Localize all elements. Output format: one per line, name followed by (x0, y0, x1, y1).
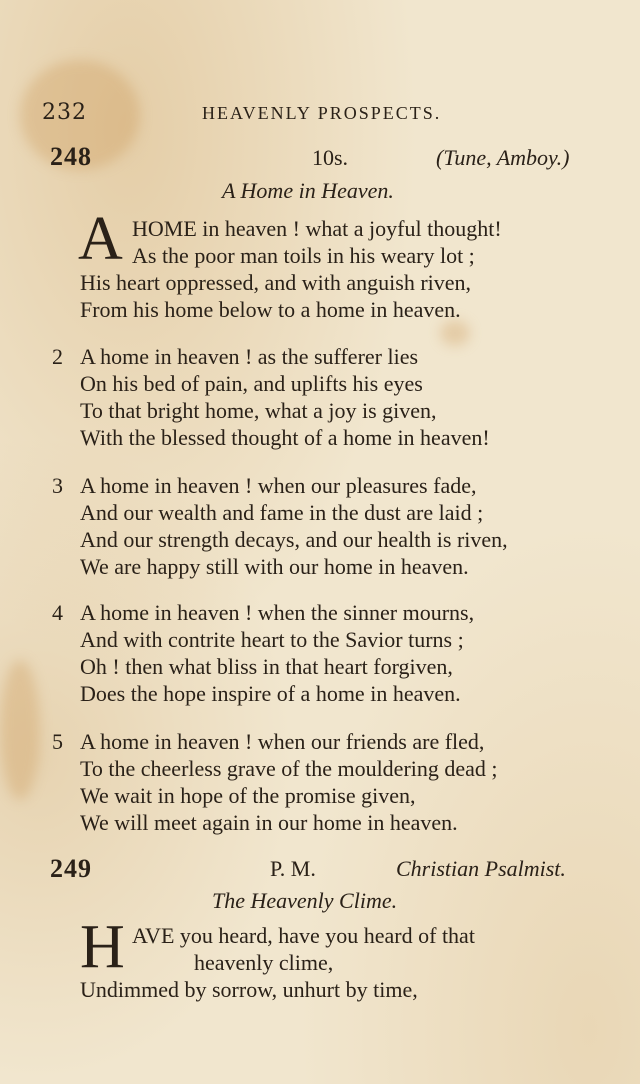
verse-line: With the blessed thought of a home in heaven! (80, 425, 490, 450)
page-header (42, 100, 492, 130)
hymn-number: 248 (50, 142, 92, 171)
verse-line: To that bright home, what a joy is given, (80, 398, 437, 423)
stanza-number: 5 (52, 729, 63, 754)
hymn-tune: (Tune, Amboy.) (436, 145, 570, 170)
verse-line: From his home below to a home in heaven. (80, 297, 461, 322)
verse-line: As the poor man toils in his weary lot ; (132, 243, 475, 268)
drop-cap: H (80, 913, 125, 981)
verse-line: Does the hope inspire of a home in heaven. (80, 681, 461, 706)
running-title: HEAVENLY PROSPECTS. (202, 103, 442, 123)
stanza-number: 4 (52, 600, 63, 625)
verse-line: And with contrite heart to the Savior turns ; (80, 627, 464, 652)
stanza-number: 2 (52, 344, 63, 369)
verse-line: HOME in heaven ! what a joyful thought! (132, 216, 502, 241)
age-stain (0, 660, 40, 800)
hymn-meter: 10s. (312, 145, 349, 170)
hymn-title: A Home in Heaven. (222, 178, 394, 203)
verse-line: And our wealth and fame in the dust are laid ; (80, 500, 484, 525)
hymn-title: The Heavenly Clime. (212, 888, 398, 913)
verse-line: Oh ! then what bliss in that heart forgiven, (80, 654, 453, 679)
stanza-number: 3 (52, 473, 63, 498)
verse-line: To the cheerless grave of the mouldering dead ; (80, 756, 498, 781)
verse-line: A home in heaven ! when our pleasures fade, (80, 473, 477, 498)
verse-line: A home in heaven ! as the sufferer lies (80, 344, 419, 369)
verse-line: We are happy still with our home in heaven. (80, 554, 469, 579)
drop-cap: A (78, 205, 123, 273)
hymn-tune: Christian Psalmist. (396, 856, 566, 881)
page-number: 232 (42, 100, 87, 125)
hymn-meter: P. M. (270, 856, 316, 881)
verse-line: AVE you heard, have you heard of that (132, 923, 475, 948)
age-stain (440, 320, 470, 346)
verse-line: We wait in hope of the promise given, (80, 783, 416, 808)
verse-line: On his bed of pain, and uplifts his eyes (80, 371, 423, 396)
verse-line: We will meet again in our home in heaven. (80, 810, 458, 835)
verse-line: A home in heaven ! when our friends are fled, (80, 729, 485, 754)
verse-line: And our strength decays, and our health is riven, (80, 527, 508, 552)
hymn-number: 249 (50, 854, 92, 883)
verse-line: Undimmed by sorrow, unhurt by time, (80, 977, 418, 1002)
verse-line: A home in heaven ! when the sinner mourns, (80, 600, 475, 625)
verse-line: heavenly clime, (194, 950, 334, 975)
verse-line: His heart oppressed, and with anguish riven, (80, 270, 472, 295)
